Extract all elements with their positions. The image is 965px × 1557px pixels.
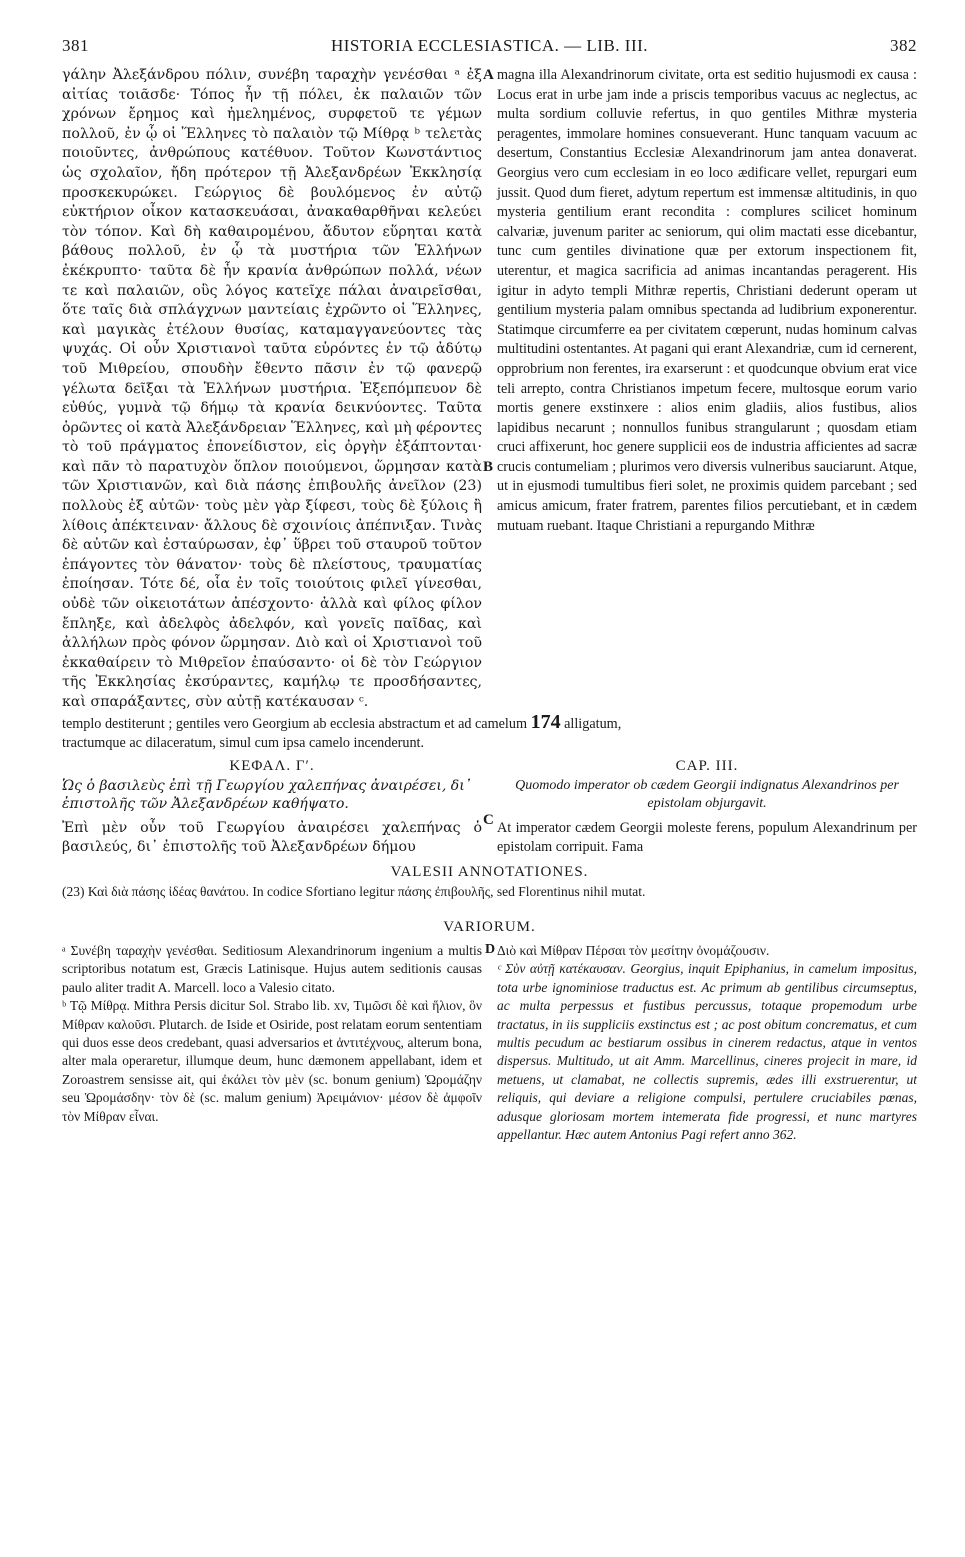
variorum-notes [62,942,917,1144]
running-title: HISTORIA ECCLESIASTICA. — LIB. III. [330,36,649,55]
section-marker-d: D [485,941,496,957]
latin-chapter-heading: CAP. III. [675,757,739,774]
greek-chapter [62,758,482,858]
footnote-b-continued: Διὸ καὶ Μίθραν Πέρσαι τὸν μεσίτην ὀνομάζουσιν. [497,942,770,958]
section-marker-a: A [483,67,494,83]
greek-chapter-summary: Ὡς ὁ βασιλεὺς ἐπὶ τῇ Γεωργίου χαλεπήνας ἀναιρέσει, δι᾽ ἐπιστολῆς τῶν Ἀλεξανδρέων καθήψατο. [62,777,472,812]
chapter-section [62,758,917,858]
full-width-line-1: templo destiterunt ; gentiles vero Georgium ab ecclesia abstractum et ad camelum 174 alligatum, [62,710,622,733]
annotations-title: VALESII ANNOTATIONES. [390,863,589,880]
section-marker-c: C [483,812,494,828]
margin-page-number: 174 [530,710,561,733]
latin-chapter-summary: Quomodo imperator ob cædem Georgii indignatus Alexandrinos per epistolam objurgavit. [515,777,899,811]
running-header [62,36,917,60]
latin-text: magna illa Alexandrinorum civitate, orta est seditio hujusmodi ex causa : Locus erat in urbe jam inde a priscis temporibus vacuus ac neglectus, ac multa sordium colluvie refertus, in quo gentiles Mithræ mysteria peragentes, immolare homines consueverant. Hunc tanquam vacuum ac desertum, Constantius Ecclesiæ Alexandrinorum jam antea donaverat. Georgius vero cum ecclesiam in eo loco ædificare vellet, repurgari eum jussit. Quod dum fieret, adytum repertum est immensæ altitudinis, in quo mysteria gentilium erant recondita : complures scilicet hominum calvariæ, juvenum pariter ac seniorum, qui olim mactati esse dicebantur, tunc cum gentiles divinatione quæ per extorum inspectionem fit, uterentur, et magica sacrificia ad animas incantandas peragerent. His igitur in adyto templi Mithræ repertis, Christiani dederunt operam ut gentilium mysteria palam omnibus spectanda ad ludibrium exponerentur. Statimque circumferre ea per civitatem cœperunt, nudas hominum calvas multitudini ostentantes. At pagani qui erant Alexandriæ, cum id cernerent, opprobrium non ferentes, ira exarserunt : et quodcunque obvium erat vice teli arrepto, contra Christianos impetum fecere, multosque eorum vario mortis genere exstinxere : alios enim gladiis, alios fustibus, alios lapidibus necarunt ; nonnullos funibus strangularunt ; quosdam etiam cruci affixerunt, hoc genere supplicii eos de industria afficientes ad sacræ crucis contumeliam ; plurimos vero diversis vulneribus sauciarunt. Atque, ut in ejusmodi tumultibus fieri solet, ne proximis quidem parcebant ; sed amicus amicum, frater fratrem, parentes filios percutiebant, et in cædem mutuam ruebant. Itaque Christiani a repurgando Mithræ [497,67,918,534]
greek-text: γάλην Ἀλεξάνδρου πόλιν, συνέβη ταραχὴν γενέσθαι ᵃ ἐξ αἰτίας τοιᾶσδε· Τόπος ἦν τῇ πόλει, ἐκ παλαιῶν τῶν χρόνων ἔρημος καὶ ἠμελημένος, συρφετοῦ τε γέμων πολλοῦ, ἐν ᾧ οἱ Ἕλληνες τὸ παλαιὸν τῷ Μίθρᾳ ᵇ τελετὰς ποιοῦντες, ἀνθρώπους κατέθυον. Τοῦτον Κωνστάντιος ὡς σχολαῖον, ἤδη πρότερον τῇ Ἀλεξανδρέων Ἐκκλησίᾳ προσκεκυρώκει. Γεώργιος δὲ βουλόμενος ἐν αὐτῷ εὐκτήριον οἶκον κατασκευάσαι, ἀνακαθαρθῆναι κελεύει τὸν τόπον. Καὶ δὴ καθαιρομένου, ἄδυτον εὕρηται κατὰ βάθους πολλοῦ, ἐν ᾧ τὰ μυστήρια τῶν Ἑλλήνων ἐκέκρυπτο· ταῦτα δὲ ἦν κρανία ἀνθρώπων πολλά, νέων τε καὶ παλαιῶν, οὓς λόγος κατεῖχε πάλαι ἀναιρεῖσθαι, ὅτε ταῖς διὰ σπλάγχνων μαντείαις ἐχρῶντο οἱ Ἕλληνες, καὶ μαγικὰς ἐτέλουν θυσίας, καταμαγγανεύοντες τὰς ψυχάς. Οἱ οὖν Χριστιανοὶ ταῦτα εὑρόντες ἐν τῷ ἀδύτῳ τοῦ Μιθρείου, σπουδὴν ἔθεντο πᾶσιν ἐν τῷ φανερῷ γέλωτα δεῖξαι τὰ Ἑλλήνων μυστήρια. Ἐξεπόμπευον δὲ εὐθύς, γυμνὰ τῷ δήμῳ τὰ κρανία δεικνύοντες. Ταῦτα ὁρῶντες οἱ κατὰ Ἀλεξάνδρειαν Ἕλληνες, καὶ μὴ φέροντες τὸ τοῦ πράγματος ἐπονείδιστον, εἰς ὀργὴν ἐξάπτονται· καὶ πᾶν τὸ παρατυχὸν ὅπλον ποιούμενοι, ὥρμησαν κατὰ τῶν Χριστιανῶν, καὶ διὰ πάσης ἐπιβουλῆς ἀνεῖλον (23) πολλοὺς ἐξ αὐτῶν· τοὺς μὲν γὰρ ξίφεσι, τοὺς δὲ ξύλοις ἢ λίθοις ἀπέκτειναν· ἄλλους δὲ σχοινίοις ἀπέπνιξαν. Τινὰς δὲ αὐτῶν καὶ ἐσταύρωσαν, ἐφ᾽ ὕβρει τοῦ σταυροῦ τοῦτον ἐπάγοντες τὸν θάνατον· τοὺς δὲ πλείστους, τραυματίας ἐποίησαν. Τότε δέ, οἷα ἐν τοῖς τοιούτοις φιλεῖ γίνεσθαι, οὐδὲ τῶν οἰκειοτάτων ἀπέσχοντο· ἀλλὰ καὶ φίλος φίλον ἔπληξε, καὶ ἀδελφὸς ἀδελφόν, καὶ γονεῖς παῖδας, καὶ ἀλλήλων πρὸς φόνον ὥρμησαν. Διὸ καὶ οἱ Χριστιανοὶ τοῦ ἐκκαθαίρειν τὸ Μιθρεῖον ἐπαύσαντο· οἱ δὲ τὸν Γεώργιον τῆς Ἐκκλησίας ἐκσύραντες, καμήλῳ τε προσδήσαντες, καὶ σπαράξαντες, σὺν αὐτῇ κατέκαυσαν ᶜ. [62,67,482,710]
greek-column [62,66,482,713]
greek-chapter-body: Ἐπὶ μὲν οὖν τοῦ Γεωργίου ἀναιρέσει χαλεπήνας ὁ βασιλεύς, δι᾽ ἐπιστολῆς τοῦ Ἀλεξανδρέων δήμου [62,819,482,856]
latin-chapter-body: At imperator cædem Georgii moleste ferens, populum Alexandrinum per epistolam corripuit. Fama [497,819,917,856]
annotation-note: (23) Καὶ διὰ πάσης ἰδέας θανάτου. In codice Sfortiano legitur πάσης ἐπιβουλῆς, sed Florentinus nihil mutat. [62,883,646,899]
footnote-b: ᵇ Τῷ Μίθρᾳ. Mithra Persis dicitur Sol. Strabo lib. xv, Τιμῶσι δὲ καὶ ἥλιον, ὃν Μίθραν καλοῦσι. Plutarch. de Iside et Osiride, post relatam eorum sententiam qui duos esse deos credebant, quasi adversarios et ἀντιτέχνους, alterum bona, alter mala operaretur, illumque deum, hunc dæmonem appellabant, idem et Zoroastrem sensisse ait, qui ἐκάλει τὸν μὲν (sc. bonum genium) Ὡρομάζην seu Ὡρομάσδην· τὸν δὲ (sc. malum genium) Ἀρειμάνιον· μέσον δὲ ἀμφοῖν τὸν Μίθραν εἶναι. [62,998,482,1124]
document-page [62,36,917,1144]
page-number-left: 381 [62,36,89,55]
variorum-left-column [62,942,482,1144]
full-width-line-2: tractumque ac dilaceratum, simul cum ipsa camelo incenderunt. [62,735,425,752]
footnote-a: ᵃ Συνέβη ταραχὴν γενέσθαι. Seditiosum Alexandrinorum ingenium a multis scriptoribus notatum est, Græcis Latinisque. Hujus autem seditionis causas paulo aliter tradit A. Marcell. loco a Valesio citato. [62,942,482,995]
footnote-c: ᶜ Σὺν αὐτῇ κατέκαυσαν. Georgius, inquit Epiphanius, in camelum impositus, tota urbe ignominiose traductus est. Ac primum ab gentilibus circumseptus, ac multa perpessus et fustibus percussus, totaque propemodum urbe tractatus, in iis suppliciis exstinctus est ; ac post obitum concrematus, et cum multis pecudum ac bestiarum ossibus in cinerem redactus, atque in ventos dispersus. Multitudo, ut ait Amm. Marcellinus, cineres projecit in mare, id metuens, ut clamabat, ne collectis supremis, ædes illi exstruerentur, ut reliquis, qui deviare a religione compulsi, pertulere cruciabiles pœnas, adusque gloriosam mortem intemerata fide progressi, et nunc martyres appellantur. Hæc autem Antonius Pagi refert anno 362. [497,961,917,1143]
variorum-right-column [497,942,917,1144]
latin-chapter [497,758,917,858]
section-marker-b: B [483,459,494,475]
greek-chapter-heading: ΚΕΦΑΛ. Γʹ. [229,757,315,774]
variorum-title: VARIORUM. [443,918,536,935]
page-number-right: 382 [889,36,917,55]
